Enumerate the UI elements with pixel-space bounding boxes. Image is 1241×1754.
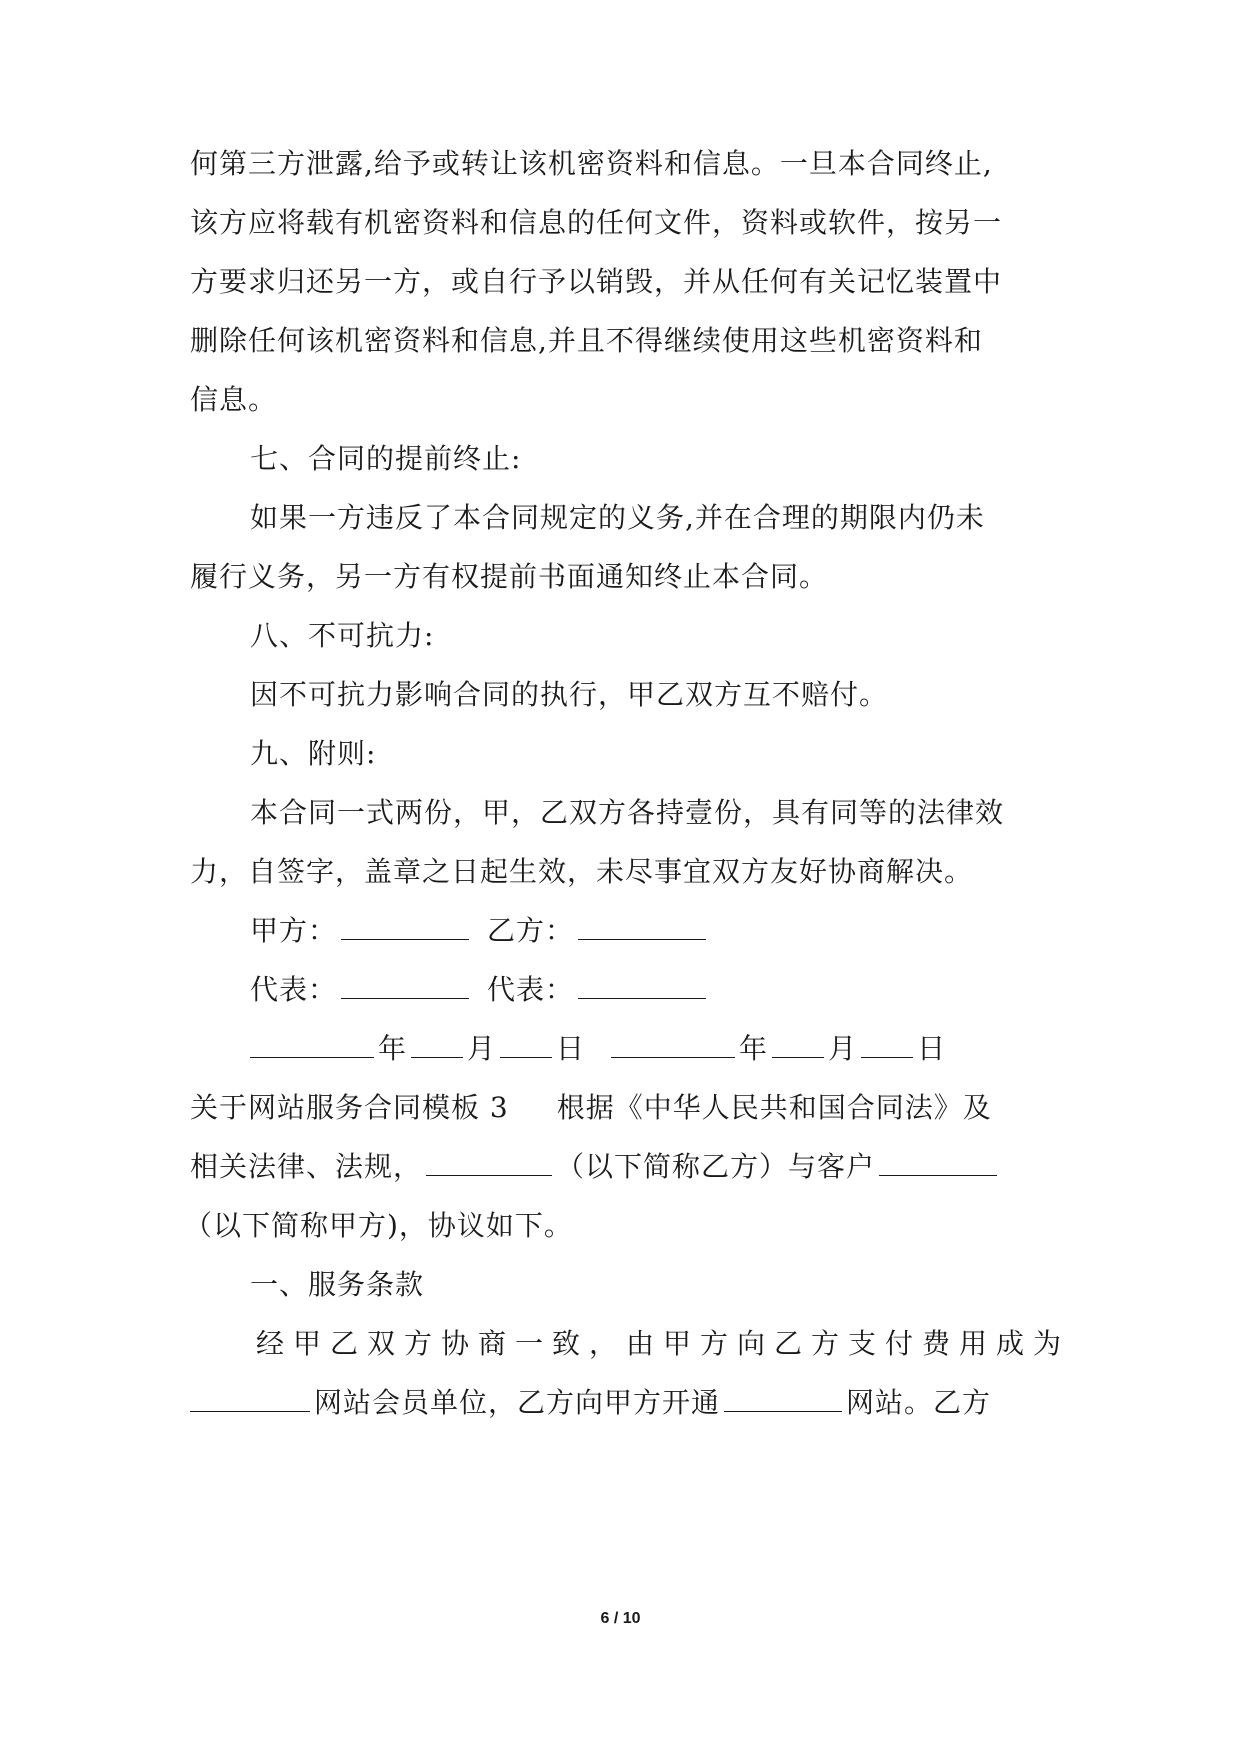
paragraph-line: 该方应将载有机密资料和信息的任何文件，资料或软件，按另一 (190, 206, 1003, 239)
paragraph-text: 网站会员单位，乙方向甲方开通 (314, 1386, 721, 1419)
paragraph-line: 信息。 (190, 383, 278, 416)
template-intro-line (190, 1147, 1001, 1187)
date-month-label: 月 (467, 1032, 497, 1065)
rep-b-label: 代表： (487, 973, 575, 1006)
rep-a-label: 代表： (250, 973, 338, 1006)
date-day-label: 日 (917, 1032, 947, 1065)
date-day-label: 日 (556, 1032, 586, 1065)
date-a-day-blank (500, 1031, 552, 1058)
paragraph-line: 经甲乙双方协商一致，由甲方向乙方支付费用成为 (256, 1327, 1071, 1360)
section-heading: 一、服务条款 (250, 1268, 425, 1301)
paragraph-text: 网站。乙方 (846, 1386, 992, 1419)
paragraph-line: 力，自签字，盖章之日起生效，未尽事宜双方友好协商解决。 (190, 855, 974, 888)
paragraph-line (190, 1383, 991, 1423)
template-intro-line: （以下简称甲方)，协议如下。 (184, 1209, 573, 1242)
rep-a-blank (341, 972, 469, 999)
client-blank (879, 1149, 997, 1176)
paragraph-line: 何第三方泄露,给予或转让该机密资料和信息。一旦本合同终止, (190, 147, 993, 180)
date-a-year-blank (250, 1031, 374, 1058)
template-title: 关于网站服务合同模板 3 (190, 1091, 509, 1124)
template-intro-line (190, 1088, 992, 1128)
date-year-label: 年 (378, 1032, 408, 1065)
date-b-year-blank (611, 1031, 735, 1058)
paragraph-line: 履行义务，另一方有权提前书面通知终止本合同。 (190, 560, 829, 593)
paragraph-line: 本合同一式两份，甲，乙双方各持壹份，具有同等的法律效 (250, 796, 1005, 829)
template-intro-text: （以下简称乙方）与客户 (556, 1150, 876, 1183)
date-a-month-blank (411, 1031, 463, 1058)
signature-line-representatives (250, 970, 710, 1010)
paragraph-line: 因不可抗力影响合同的执行，甲乙双方互不赔付。 (250, 678, 889, 711)
party-a-label: 甲方： (250, 914, 338, 947)
date-b-day-blank (861, 1031, 913, 1058)
date-year-label: 年 (739, 1032, 769, 1065)
paragraph-line: 删除任何该机密资料和信息,并且不得继续使用这些机密资料和 (190, 324, 983, 357)
template-intro-text: 相关法律、法规， (190, 1150, 423, 1183)
signature-line-dates (250, 1029, 946, 1069)
date-b-month-blank (772, 1031, 824, 1058)
service-provider-blank (426, 1149, 552, 1176)
paragraph-line: 如果一方违反了本合同规定的义务,并在合理的期限内仍未 (250, 501, 985, 534)
date-month-label: 月 (828, 1032, 858, 1065)
party-b-label: 乙方： (487, 914, 575, 947)
section-heading: 七、合同的提前终止: (250, 442, 522, 475)
template-intro-text: 根据《中华人民共和国合同法》及 (556, 1091, 992, 1124)
page-number: 6 / 10 (600, 1610, 641, 1627)
paragraph-line: 方要求归还另一方，或自行予以销毁，并从任何有关记忆装置中 (190, 265, 1003, 298)
section-heading: 八、不可抗力: (250, 619, 435, 652)
rep-b-blank (578, 972, 706, 999)
party-a-blank (341, 913, 469, 940)
website-open-blank (724, 1385, 842, 1412)
party-b-blank (578, 913, 706, 940)
section-heading: 九、附则: (250, 737, 377, 770)
signature-line-parties (250, 911, 710, 951)
website-name-blank (190, 1385, 310, 1412)
